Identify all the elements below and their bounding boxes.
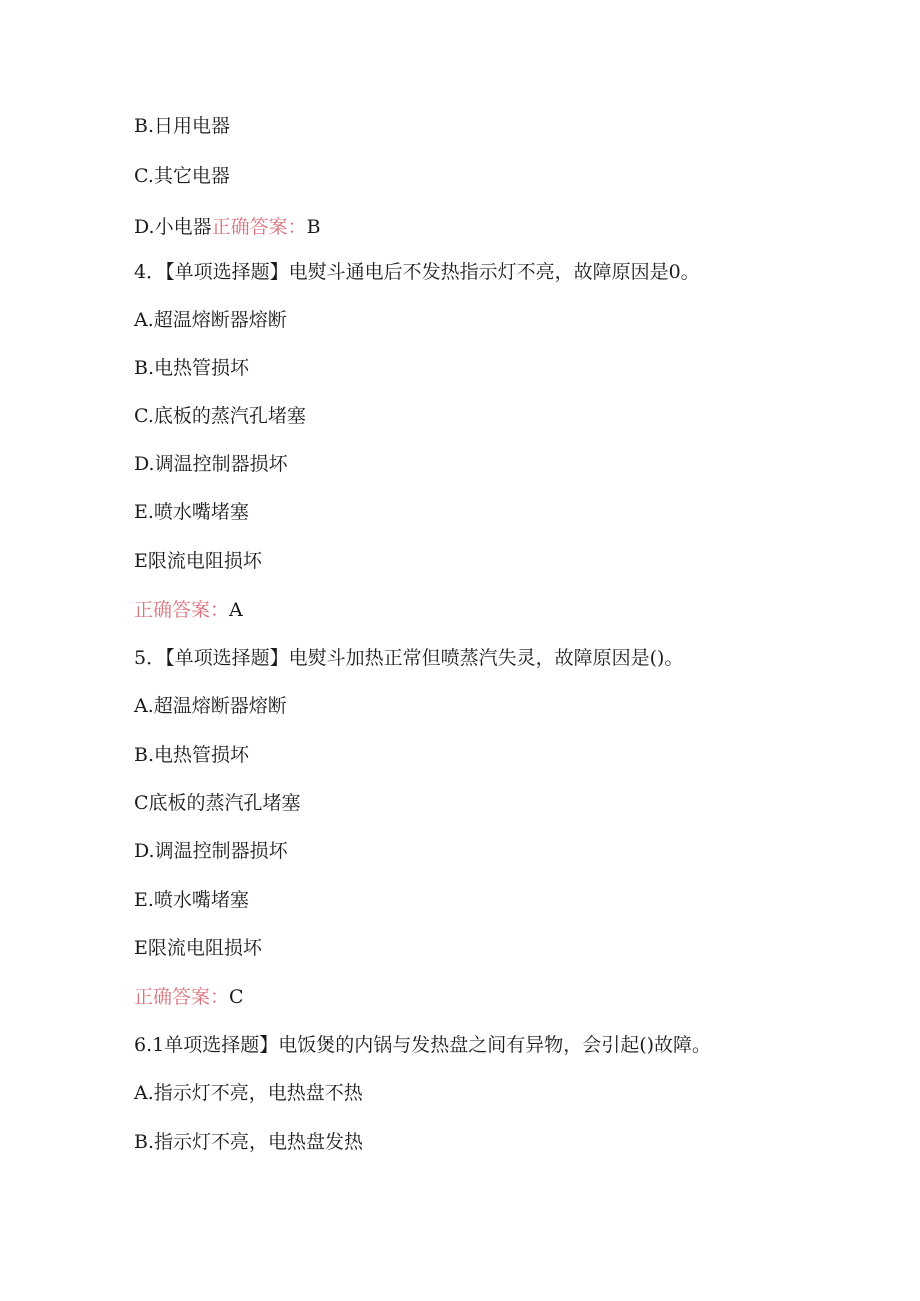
q5-answer-label: 正确答案： (134, 986, 230, 1008)
q6-option-a: A.指示灯不亮，电热盘不热 (134, 1082, 363, 1104)
q5-option-d: D.调温控制器损坏 (134, 840, 288, 862)
q5-option-e: E.喷水嘴堵塞 (134, 889, 249, 911)
q4-answer-value: A (229, 599, 243, 621)
q4-option-c: C.底板的蒸汽孔堵塞 (134, 405, 306, 427)
q3-option-d-with-answer (134, 215, 321, 239)
q5-stem: 5．【单项选择题】电熨斗加热正常但喷蒸汽失灵，故障原因是()。 (134, 647, 684, 669)
q4-option-b: B.电热管损坏 (134, 357, 250, 379)
q6-option-b: B.指示灯不亮，电热盘发热 (134, 1131, 364, 1153)
q3-option-c: C.其它电器 (134, 165, 230, 187)
q5-option-f: E限流电阻损坏 (134, 937, 262, 959)
q5-option-b: B.电热管损坏 (134, 744, 250, 766)
q6-stem: 6.1单项选择题】电饭煲的内锅与发热盘之间有异物，会引起()故障。 (134, 1034, 712, 1056)
q5-option-a: A.超温熔断器熔断 (134, 695, 287, 717)
q3-option-b: B.日用电器 (134, 115, 231, 137)
q4-option-d: D.调温控制器损坏 (134, 453, 288, 475)
q4-option-e: E.喷水嘴堵塞 (134, 501, 249, 523)
q3-answer-label: 正确答案： (211, 216, 307, 238)
q4-answer-label: 正确答案： (134, 599, 230, 621)
q3-answer-value: B (306, 216, 321, 238)
q4-option-a: A.超温熔断器熔断 (134, 309, 287, 331)
q5-answer-value: C (229, 986, 244, 1008)
q4-answer (134, 598, 243, 622)
q4-option-f: E限流电阻损坏 (134, 550, 262, 572)
q5-option-c: C底板的蒸汽孔堵塞 (134, 792, 301, 814)
q3-option-d: D.小电器 (134, 216, 212, 238)
q4-stem: 4．【单项选择题】电熨斗通电后不发热指示灯不亮，故障原因是0。 (134, 261, 700, 283)
q5-answer (134, 985, 244, 1009)
